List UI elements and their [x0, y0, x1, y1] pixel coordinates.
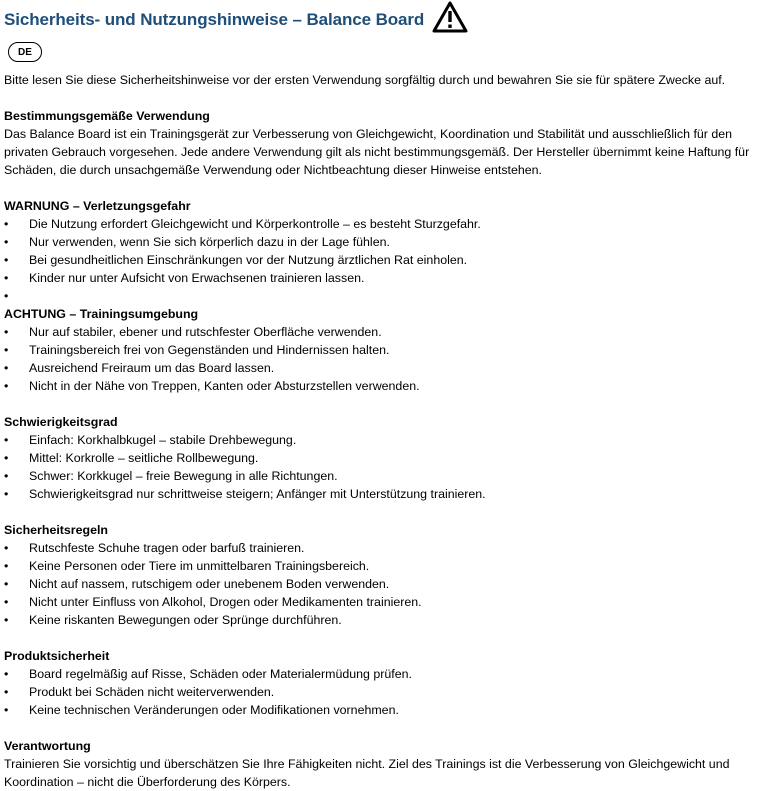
section-heading: Verantwortung: [4, 739, 91, 753]
list-item: • Die Nutzung erfordert Gleichgewicht und Körperkontrolle – es besteht Sturzgefahr.: [4, 215, 767, 233]
list-item: • Schwierigkeitsgrad nur schrittweise steigern; Anfänger mit Unterstützung trainieren.: [4, 485, 767, 503]
section-product-safety: [4, 647, 767, 719]
section-safety-rules: [4, 521, 767, 629]
section-caution: [4, 305, 767, 395]
empty-list-item: [4, 287, 767, 305]
section-difficulty: [4, 413, 767, 503]
list-item: • Produkt bei Schäden nicht weiterverwenden.: [4, 683, 767, 701]
list-item: • Mittel: Korkrolle – seitliche Rollbewegung.: [4, 449, 767, 467]
section-heading: Produktsicherheit: [4, 649, 110, 663]
bullet-list: [4, 539, 767, 629]
list-item: • Ausreichend Freiraum um das Board lassen.: [4, 359, 767, 377]
list-item: • Nur auf stabiler, ebener und rutschfester Oberfläche verwenden.: [4, 323, 767, 341]
section-intended-use: [4, 107, 767, 179]
section-warning: [4, 197, 767, 305]
list-item: • Nicht unter Einfluss von Alkohol, Drogen oder Medikamenten trainieren.: [4, 593, 767, 611]
section-text: Das Balance Board ist ein Trainingsgerät zur Verbesserung von Gleichgewicht, Koordination und Stabilität und ausschließlich für den privaten Gebrauch vorgesehen. Jede andere Verwendung gilt als nicht bestimmungsgemäß. Der Hersteller übernimmt keine Haftung für Schäden, die durch unsachgemäße Verwendung oder Nichtbeachtung dieser Hinweise entstehen.: [4, 127, 750, 177]
section-heading: Schwierigkeitsgrad: [4, 415, 118, 429]
intro-text: Bitte lesen Sie diese Sicherheitshinweise vor der ersten Verwendung sorgfältig durch und bewahren Sie sie für spätere Zwecke auf.: [4, 73, 726, 87]
list-item: • Nur verwenden, wenn Sie sich körperlich dazu in der Lage fühlen.: [4, 233, 767, 251]
section-heading: Bestimmungsgemäße Verwendung: [4, 109, 210, 123]
section-text: Trainieren Sie vorsichtig und überschätzen Sie Ihre Fähigkeiten nicht. Ziel des Trainings ist die Verbesserung von Gleichgewicht und Koordination – nicht die Überforderung des Körpers.: [4, 757, 730, 789]
section-heading: WARNUNG – Verletzungsgefahr: [4, 199, 191, 213]
warning-triangle-icon: [432, 1, 468, 38]
section-heading: Sicherheitsregeln: [4, 523, 108, 537]
list-item: • Keine Personen oder Tiere im unmittelbaren Trainingsbereich.: [4, 557, 767, 575]
section-heading: ACHTUNG – Trainingsumgebung: [4, 307, 199, 321]
bullet-list: [4, 323, 767, 395]
list-item: • Bei gesundheitlichen Einschränkungen vor der Nutzung ärztlichen Rat einholen.: [4, 251, 767, 269]
bullet-list: [4, 431, 767, 503]
list-item: • Trainingsbereich frei von Gegenständen und Hindernissen halten.: [4, 341, 767, 359]
list-item: • Rutschfeste Schuhe tragen oder barfuß trainieren.: [4, 539, 767, 557]
list-item: • Keine riskanten Bewegungen oder Sprünge durchführen.: [4, 611, 767, 629]
list-item: • Nicht in der Nähe von Treppen, Kanten oder Absturzstellen verwenden.: [4, 377, 767, 395]
list-item: • Kinder nur unter Aufsicht von Erwachsenen trainieren lassen.: [4, 269, 767, 287]
list-item: • Nicht auf nassem, rutschigem oder unebenem Boden verwenden.: [4, 575, 767, 593]
list-item: • Keine technischen Veränderungen oder Modifikationen vornehmen.: [4, 701, 767, 719]
page-title: Sicherheits- und Nutzungshinweise – Balance Board: [4, 10, 425, 29]
list-item: • Schwer: Korkkugel – freie Bewegung in alle Richtungen.: [4, 467, 767, 485]
bullet-list: [4, 215, 767, 305]
bullet-list: [4, 665, 767, 719]
language-badge: DE: [8, 42, 42, 62]
list-item: • Einfach: Korkhalbkugel – stabile Drehbewegung.: [4, 431, 767, 449]
section-responsibility: [4, 737, 767, 791]
title-row: [4, 0, 767, 36]
list-item: • Board regelmäßig auf Risse, Schäden oder Materialermüdung prüfen.: [4, 665, 767, 683]
